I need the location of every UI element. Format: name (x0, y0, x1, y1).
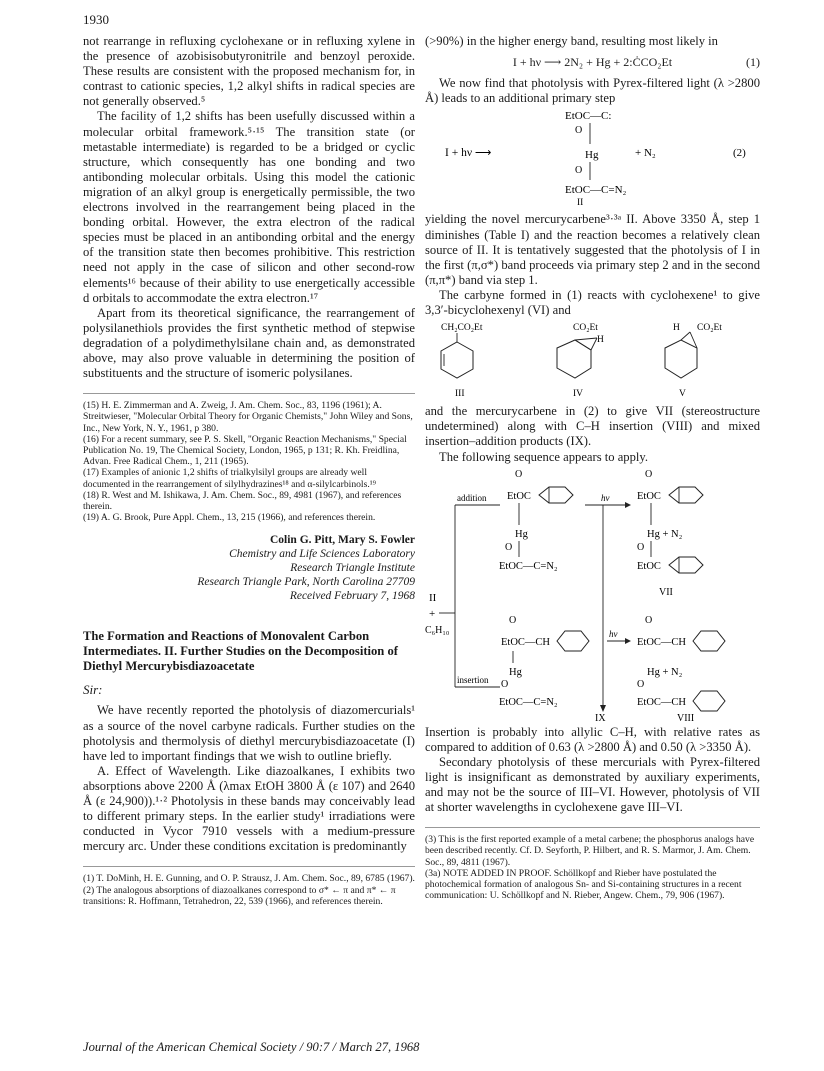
footnote: (2) The analogous absorptions of diazoalkanes correspond to σ* ← π and π* ← π transitions: R. Hoffmann, Tetrahedron, 22, 539 (1966), and references therein. (83, 884, 396, 907)
eq2-top: EtOC—C: (565, 110, 612, 123)
etoc-cn2-2: EtOC—C=N₂ (499, 696, 558, 708)
author-signature (83, 533, 415, 603)
hg-n2-1: Hg + N₂ (647, 528, 683, 540)
scheme-insertion-label: insertion (457, 674, 489, 685)
etoc-ch-3: EtOC—CH (637, 696, 687, 708)
paragraph: A. Effect of Wavelength. Like diazoalkanes, I exhibits two absorptions above 2200 Å (λmax EtOH 3800 Å (ε 107) and 2640 Å (ε 24,900)).¹·² Photolysis in these bands may conceivably lead to different primary steps. In the earlier study¹ irradiations were conducted in Vycor 7910 vessels with a medium-pressure mercury arc. Under these conditions excitation is predominantly (83, 763, 415, 854)
s4-substituent: CO₂Et (573, 323, 598, 334)
scheme-addition-label: addition (457, 492, 487, 503)
o-8: O (637, 678, 645, 690)
footnote: (3) This is the first reported example of a metal carbene; the phosphorus analogs have been described recently. Cf. D. Seyforth, P. Hilbert, and R. S. Marmor, J. Am. Chem. Soc., 89, 4811 (1967). (425, 834, 755, 868)
eq2-lhs: I + hν ⟶ (445, 147, 492, 160)
s4-h: H (597, 335, 604, 346)
footnote: (16) For a recent summary, see P. S. Skell, "Organic Reaction Mechanisms," Special Publication No. 19, The Chemical Society, London, 1965, p 131; R. Kh. Freidlina, Advan. Free Radical Chem., 1, 211 (1965). (83, 433, 407, 468)
paragraph: Insertion is probably into allylic C–H, with relative rates as compared to addition of 0.63 (λ >2800 Å) and 0.50 (λ >3350 Å). (425, 724, 760, 754)
o-4: O (637, 541, 645, 553)
author-names: Colin G. Pitt, Mary S. Fowler (269, 534, 415, 547)
page-number: 1930 (83, 12, 109, 27)
etoc-3: EtOC (637, 560, 661, 572)
scheme-plus: + (429, 607, 436, 620)
structure-iv (557, 323, 604, 399)
paragraph: Apart from its theoretical significance, the rearrangement of polysilanethiols provides the first synthetic method of stepwise degradation of a polydimethylsilane chain and, as demonstrated above, may also prove valuable in determining the position of substituents and the structure of isomeric polysilanes. (83, 305, 415, 381)
etoc-ch-1: EtOC—CH (501, 636, 551, 648)
article-title: The Formation and Reactions of Monovalent Carbon Intermediates. II. Further Studies on the Decomposition of Diethyl Mercurybisdiazoacetate (83, 629, 398, 674)
paragraph: We have recently reported the photolysis of diazomercurials¹ as a source of the novel carbyne radicals. Further studies on the photolysis and thermolysis of diethyl mercurybisdiazoacetate (I) have led to important findings that we wish to outline briefly. (83, 703, 415, 763)
footnote: (19) A. G. Brook, Pure Appl. Chem., 13, 215 (1966), and references therein. (83, 512, 376, 524)
left-column (83, 34, 415, 907)
paragraph: and the mercurycarbene in (2) to give VII (stereostructure undetermined) along with C–H insertion (VIII) and mixed insertion–addition products (IX). (425, 404, 760, 449)
s3-label: III (455, 389, 465, 400)
hv-1: hν (601, 492, 610, 503)
paragraph: We now find that photolysis with Pyrex-filtered light (λ >2800 Å) leads to an additional primary step (425, 76, 760, 106)
eq2-plus-n2: + N₂ (635, 147, 656, 160)
equation-number: (1) (746, 55, 760, 70)
eq2-number: (2) (733, 147, 746, 160)
hg-1: Hg (515, 528, 528, 540)
reaction-scheme (425, 465, 760, 721)
right-column (425, 34, 760, 901)
o-2: O (505, 541, 513, 553)
hg-2: Hg (509, 666, 522, 678)
paragraph: not rearrange in refluxing cyclohexane or in refluxing xylene in the presence of azobisisobutyronitrile and benzoyl peroxide. These results are consistent with the proposed mechanism for, in contrast to cationic species, 1,2 alkyl shifts in radical species are not generally observed.⁵ (83, 34, 415, 109)
received-date: Received February 7, 1968 (289, 590, 415, 603)
author-lab: Chemistry and Life Sciences Laboratory (229, 548, 415, 561)
eq2-o-bot: O (575, 165, 583, 177)
structures-iii-iv-v (425, 318, 760, 400)
hv-2: hν (609, 628, 618, 639)
s5-substituent: CO₂Et (697, 323, 722, 334)
footnotes (83, 866, 415, 907)
paragraph: Secondary photolysis of these mercurials with Pyrex-filtered light is insignificant as demonstrated by auxiliary experiments, and may not be the source of III–VI. However, photolysis of VII at shorter wavelengths in cyclohexene gave III–VI. (425, 754, 760, 815)
footnotes (83, 393, 415, 523)
etoc-cn2: EtOC—C=N₂ (499, 560, 558, 572)
s5-label: V (679, 389, 686, 400)
s4-label: IV (573, 389, 584, 400)
o-6: O (501, 678, 509, 690)
structure-v (665, 323, 722, 399)
equation-1 (425, 55, 760, 70)
paragraph: The carbyne formed in (1) reacts with cyclohexene¹ to give 3,3′-bicyclohexenyl (VI) and (425, 287, 760, 318)
eq2-o-top: O (575, 125, 583, 137)
s3-substituent: CH₂CO₂Et (441, 323, 483, 334)
paragraph: (>90%) in the higher energy band, resulting most likely in (425, 34, 718, 48)
etoc-1: EtOC (507, 490, 531, 502)
scheme-ii: II (429, 591, 437, 604)
scheme-c6h10: C₆H₁₀ (425, 624, 450, 636)
paragraph: The facility of 1,2 shifts has been usefully discussed within a molecular orbital framework.⁵·¹⁵ The transition state (or metastable intermediate) is regarded to be a bridged or cyclic structure, which consequently has one bonding and two antibonding molecular orbitals. Using this model the cationic migration of an alkyl group is energetically permissible, the two electrons involved in the rearrangement being placed in the bonding orbital. However, the extra electron of the radical species must be placed in an antibonding orbital and the energy of the transition state then becomes prohibitive. This restriction need not apply in the case of silicon and other second-row elements¹⁶ because of their ability to use energetically accessible d orbitals to accommodate the extra electron.¹⁷ (83, 109, 415, 305)
o-3: O (645, 468, 653, 480)
label-ix: IX (595, 712, 606, 721)
eq2-hg: Hg (585, 149, 599, 162)
eq2-bot: EtOC—C=N₂ (565, 184, 627, 197)
hg-n2-2: Hg + N₂ (647, 666, 683, 678)
label-vii: VII (659, 586, 673, 598)
paragraph: The following sequence appears to apply. (439, 449, 649, 464)
footnote: (3a) NOTE ADDED IN PROOF. Schöllkopf and Rieber have postulated the photochemical formation of analogous Sn- and Si-containing structures in a recent communication: U. Schöllkopf and N. Rieber, Angew. Chem., 79, 906 (1967). (425, 867, 742, 902)
s5-h: H (673, 323, 680, 334)
footnote: (1) T. DoMinh, H. E. Gunning, and O. P. Strausz, J. Am. Chem. Soc., 89, 6785 (1967). (83, 873, 415, 885)
footnote: (17) Examples of anionic 1,2 shifts of trialkylsilyl groups are already well documented in the rearrangement of silylhydrazines¹⁸ and α-silylcarbinols.¹⁹ (83, 467, 376, 490)
paragraph: yielding the novel mercurycarbene³·³ᵃ II. Above 3350 Å, step 1 diminishes (Table I) and the reaction becomes a relatively clean source of II. It is tentatively suggested that the photolysis of I in the first (π,σ*) band proceeds via primary step 2 and in the second (π,π*) band via step 1. (425, 212, 760, 287)
salutation: Sir: (83, 682, 103, 698)
footnotes (425, 827, 760, 901)
equation-text: I + hν ⟶ 2N₂ + Hg + 2:ĊCO₂Et (512, 55, 673, 70)
equation-2-structure (425, 106, 760, 208)
author-city: Research Triangle Park, North Carolina 27709 (197, 576, 415, 589)
label-viii: VIII (677, 712, 695, 721)
o-5: O (509, 614, 517, 626)
author-institute: Research Triangle Institute (290, 562, 415, 575)
footnote: (15) H. E. Zimmerman and A. Zweig, J. Am. Chem. Soc., 83, 1196 (1961); A. Streitwieser, "Molecular Orbital Theory for Organic Chemists," John Wiley and Sons, Inc., New York, N. Y., 1961, p 380. (83, 400, 413, 434)
eq2-label: II (577, 198, 584, 209)
etoc-2: EtOC (637, 490, 661, 502)
footnote: (18) R. West and M. Ishikawa, J. Am. Chem. Soc., 89, 4981 (1967), and references therein. (83, 489, 402, 512)
journal-footer: Journal of the American Chemical Society / 90:7 / March 27, 1968 (83, 1040, 420, 1054)
o-7: O (645, 614, 653, 626)
o-1: O (515, 468, 523, 480)
structure-iii (441, 323, 483, 399)
etoc-ch-2: EtOC—CH (637, 636, 687, 648)
